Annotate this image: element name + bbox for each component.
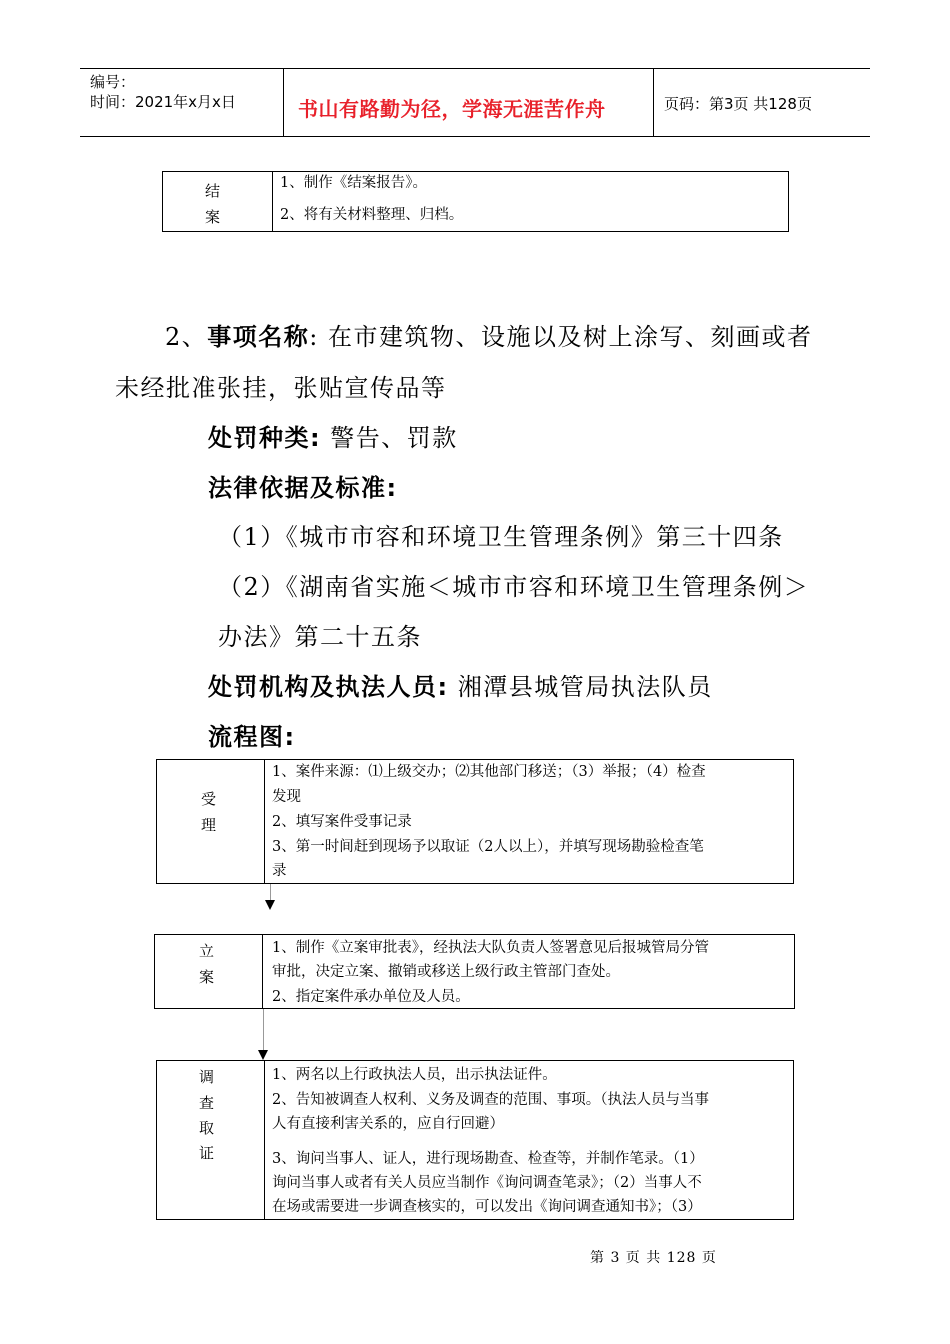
page-footer: 第 3 页 共 128 页	[590, 1250, 717, 1266]
basis-item-2a: （2）《湖南省实施＜城市市容和环境卫生管理条例＞	[218, 573, 810, 601]
investigate-line-6: 在场或需要进一步调查核实的，可以发出《询问调查通知书》；（3）	[272, 1199, 702, 1215]
flow-arrow-2-head	[258, 1050, 268, 1060]
investigate-label-char-1: 调	[199, 1068, 215, 1086]
closing-line-1: 1、制作《结案报告》。	[280, 175, 427, 191]
basis-item-1: （1）《城市市容和环境卫生管理条例》第三十四条	[218, 523, 784, 551]
flow-arrow-1-line	[270, 884, 271, 900]
closing-table	[162, 171, 789, 232]
register-label-char-1: 立	[199, 942, 215, 960]
header-divider-left	[283, 68, 284, 136]
section-name-label: 事项名称	[207, 323, 310, 351]
accept-line-5: 录	[272, 863, 287, 879]
investigate-label-char-3: 取	[199, 1119, 215, 1137]
investigate-line-5: 询问当事人或者有关人员应当制作《询问调查笔录》；（2）当事人不	[272, 1175, 702, 1191]
closing-line-2: 2、将有关材料整理、归档。	[280, 207, 464, 223]
flow-arrow-2-line	[263, 1009, 264, 1051]
agency-value: 湘潭县城管局执法队员	[457, 673, 713, 701]
register-line-2: 审批，决定立案、撤销或移送上级行政主管部门查处。	[272, 964, 620, 980]
closing-label-char-2: 案	[205, 208, 221, 226]
header-page-label: 页码：第3页 共128页	[664, 95, 812, 113]
accept-line-4: 3、第一时间赶到现场予以取证（2人以上），并填写现场勘验检查笔	[272, 839, 704, 855]
header-top-rule	[80, 68, 870, 69]
register-line-1: 1、制作《立案审批表》，经执法大队负责人签署意见后报城管局分管	[272, 940, 709, 956]
section-name-value-2: 未经批准张挂，张贴宣传品等	[115, 374, 447, 402]
accept-line-1: 1、案件来源：⑴上级交办；⑵其他部门移送；（3）举报；（4）检查	[272, 764, 706, 780]
section-name-value-1: 在市建筑物、设施以及树上涂写、刻画或者	[328, 323, 813, 351]
accept-label-char-2: 理	[201, 816, 217, 834]
basis-item-2b: 办法》第二十五条	[218, 623, 422, 651]
investigate-label-char-4: 证	[199, 1144, 215, 1162]
accept-line-2: 发现	[272, 789, 301, 805]
header-number-label: 编号：	[90, 73, 136, 91]
investigate-label-char-2: 查	[199, 1094, 215, 1112]
penalty-label: 处罚种类:	[208, 424, 322, 452]
flow-label: 流程图:	[208, 723, 296, 751]
header-divider-right	[653, 68, 654, 136]
section-name-sep: :	[309, 323, 319, 351]
basis-label: 法律依据及标准:	[208, 474, 398, 502]
header-motto: 书山有路勤为径，学海无涯苦作舟	[298, 97, 606, 121]
agency-label: 处罚机构及执法人员:	[208, 673, 449, 701]
investigate-line-1: 1、两名以上行政执法人员，出示执法证件。	[272, 1067, 557, 1083]
penalty-value: 警告、罚款	[330, 424, 458, 452]
closing-label-char-1: 结	[205, 182, 221, 200]
header-bottom-rule	[80, 136, 870, 137]
agency-line	[208, 672, 713, 702]
flow-arrow-1-head	[265, 900, 275, 910]
accept-label-char-1: 受	[201, 790, 217, 808]
investigate-line-4: 3、询问当事人、证人，进行现场勘查、检查等，并制作笔录。（1）	[272, 1151, 704, 1167]
investigate-line-3: 人有直接利害关系的，应自行回避）	[272, 1116, 504, 1132]
accept-line-3: 2、填写案件受事记录	[272, 814, 412, 830]
register-label-char-2: 案	[199, 968, 215, 986]
investigate-line-2: 2、告知被调查人权利、义务及调查的范围、事项。（执法人员与当事	[272, 1092, 709, 1108]
header-time-label: 时间：2021年x月x日	[90, 93, 236, 111]
penalty-line	[208, 423, 458, 453]
section-number: 2、	[165, 323, 208, 351]
section-name-line-1	[165, 322, 813, 352]
register-line-3: 2、指定案件承办单位及人员。	[272, 989, 470, 1005]
